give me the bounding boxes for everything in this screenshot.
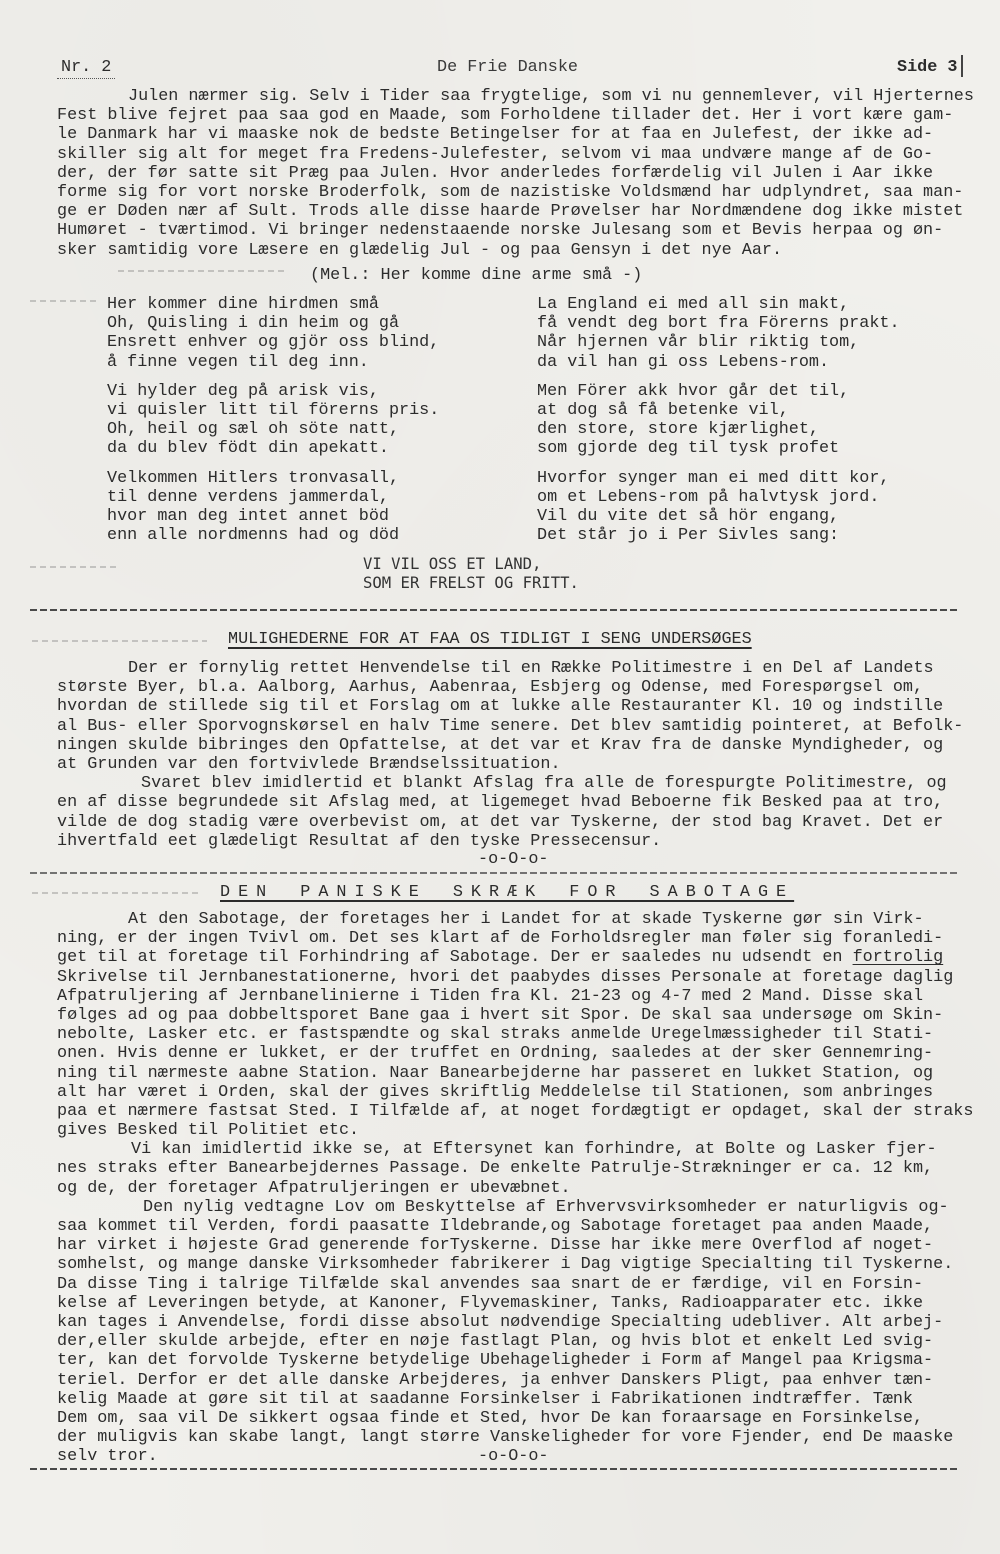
poem-line: å finne vegen til deg inn. [107, 352, 369, 372]
dashed-rule [30, 609, 960, 611]
poem-line: Vil du vite det så hör engang, [537, 506, 840, 526]
article-line: kan tages i Anvendelse, fordi disse absolut nødvendige Specialting udebliver. Alt arbej- [57, 1312, 944, 1332]
article-line: vilde de dog stadig være overbevist om, at det var Tyskerne, der stod bag Kravet. Det er [57, 812, 944, 832]
article-line: har virket i højeste Grad generende forTyskerne. Disse har ikke mere Overflod af noget- [57, 1236, 934, 1256]
poem-stanza [537, 382, 900, 459]
intro-line: sker samtidig vore Læsere en glædelig Jul - og paa Gensyn i det nye Aar. [57, 240, 783, 260]
poem-line: Hvorfor synger man ei med ditt kor, [537, 468, 890, 488]
intro-line: ge er Døden nær af Sult. Trods alle disse haarde Prøvelser har Nordmændene dog ikke mistet [57, 202, 964, 222]
ghost-dash-mark [32, 892, 202, 894]
article-line: somhelst, og mange danske Virksomheder fabrikerer i Dag vigtige Specialting til Tyskerne. [57, 1255, 954, 1275]
article-line: ihvertfald eet glædeligt Resultat af den tyske Pressecensur. [57, 831, 662, 851]
poem-line: Når hjernen vår blir riktig tom, [537, 333, 860, 353]
poem-line: da vil han gi oss Lebens-rom. [537, 352, 830, 372]
article-line: ter, kan det forvolde Tyskerne betydelige Ubehageligheder i Form af Mangel paa Krigsma- [57, 1351, 934, 1371]
section-separator: -o-O-o- [478, 1447, 549, 1466]
intro-text [57, 87, 974, 260]
section-heading: DEN PANISKE SKRÆK FOR SABOTAGE [220, 883, 795, 902]
article-paragraph [57, 910, 973, 1140]
intro-line: der, der før satte sit Præg paa Julen. Hvor anderledes forfærdelig vil Julen i Aar ikke [57, 163, 934, 183]
article-line: ningen skulde bibringes den Opfattelse, at det var et Krav fra de danske Myndigheder, og [57, 735, 944, 755]
poem-line: Men Förer akk hvor går det til, [537, 381, 850, 401]
poem-line: La England ei med all sin makt, [537, 295, 850, 314]
article-line: kelig Maade at gøre sit til at saadanne Forsinkelser i Fabrikationen indtræffer. Tænk [57, 1389, 913, 1409]
article-line: gives Besked til Politiet etc. [57, 1121, 360, 1141]
dashed-rule [30, 1468, 960, 1470]
melody-note: (Mel.: Her komme dine arme små -) [310, 266, 643, 285]
article-paragraph [57, 659, 963, 774]
intro-line: Julen nærmer sig. Selv i Tider saa frygtelige, som vi nu gennemlever, vil Hjerternes [128, 87, 974, 106]
line-text: get til at foretage til Forhindring af Sabotage. Der er saaledes nu udsendt en [57, 948, 853, 968]
article-paragraph [57, 774, 963, 851]
newspaper-title: De Frie Danske [437, 58, 578, 77]
article-line: saa kommet til Verden, fordi paasatte Ildebrande,og Sabotage foretaget paa anden Maade, [57, 1217, 934, 1236]
article-line: der,eller skulde arbejde, efter en nøje fastlagt Plan, og hvis blot et enkelt Led svig- [57, 1332, 934, 1352]
intro-line: le Danmark har vi maaske nok de bedste Betingelser for at faa en Julefest, der ikke ad- [57, 125, 934, 145]
article-paragraph [57, 1198, 973, 1467]
poem-line: hvor man deg intet annet böd [107, 506, 389, 526]
article-line: Skrivelse til Jernbanestationerne, hvori det paabydes disses Personale at foretage daglig [57, 967, 954, 987]
poem-line: Oh, Quisling i din heim og gå [107, 314, 400, 334]
article-line: at Grunden var den fortvivlede Brændselssituation. [57, 754, 561, 774]
article-line: At den Sabotage, der foretages her i Landet for at skade Tyskerne gør sin Virk- [128, 910, 924, 929]
article-sabotage [57, 910, 973, 1466]
poem-line: Her kommer dine hirdmen små [107, 295, 379, 314]
refrain-line: SOM ER FRELST OG FRITT. [363, 574, 579, 593]
intro-paragraph [57, 87, 974, 260]
article-line: selv tror. [57, 1447, 158, 1467]
article-line: en af disse begrundede sit Afslag med, at ligemeget hvad Beboerne fik Besked paa at tro, [57, 793, 944, 813]
poem-stanza [107, 295, 439, 372]
poem-stanza [107, 469, 439, 546]
section-heading: MULIGHEDERNE FOR AT FAA OS TIDLIGT I SENG UNDERSØGES [228, 630, 752, 649]
underlined-word: fortrolig [852, 948, 944, 968]
poem-line: enn alle nordmenns had og död [107, 526, 400, 546]
ghost-dash-mark [118, 270, 288, 272]
dashed-rule [30, 872, 960, 874]
section-separator: -o-O-o- [478, 850, 549, 869]
poem-line: Det står jo i Per Sivles sang: [537, 526, 840, 546]
article-line [57, 948, 973, 967]
poem-line: da du blev födt din apekatt. [107, 439, 389, 459]
article-bedtime [57, 659, 963, 851]
poem-line: til denne verdens jammerdal, [107, 487, 389, 507]
poem-line: få vendt deg bort fra Förerns prakt. [537, 314, 900, 334]
article-line: Dem om, saa vil De sikkert ogsaa finde et Sted, hvor De kan foraarsage en Forsinkelse, [57, 1408, 924, 1428]
article-line: Da disse Ting i talrige Tilfælde skal anvendes saa snart de er færdige, vil en Forsin- [57, 1274, 924, 1294]
article-line: følges ad og paa dobbeltsporet Bane gaa i hvert sit Spor. De skal saa undersøge om Skin- [57, 1005, 944, 1025]
article-line: alt har været i Orden, skal der gives skriftlig Meddelelse til Stationen, som anbringes [57, 1082, 934, 1102]
article-line: al Bus- eller Sporvognskørsel en halv Time senere. Det blev samtidig pointeret, at Befolk- [57, 716, 964, 736]
article-paragraph [57, 1140, 973, 1198]
issue-number: Nr. 2 [57, 58, 115, 79]
article-line: største Byer, bl.a. Aalborg, Aarhus, Aabenraa, Esbjerg og Odense, med Forespørgsel om, [57, 678, 924, 698]
ghost-dash-mark [32, 640, 207, 642]
poem-line: som gjorde deg til tysk profet [537, 439, 840, 459]
poem-line: Oh, heil og sæl oh söte natt, [107, 420, 400, 440]
page-header [0, 58, 1000, 78]
ghost-dash-mark [30, 300, 100, 302]
poem-stanza [537, 295, 900, 372]
article-line: teriel. Derfor er det alle danske Arbejderes, ja enhver Danskers Pligt, paa enhver tæn- [57, 1370, 934, 1390]
margin-bar-mark [961, 55, 963, 77]
refrain-line: VI VIL OSS ET LAND, [363, 555, 542, 573]
article-line: onen. Hvis denne er lukket, er der truffet en Ordning, saaledes at der sker Gennemring- [57, 1044, 934, 1064]
poem-right-column [537, 295, 900, 555]
intro-line: Fest blive fejret paa saa god en Maade, som Forholdene tillader det. Her i vort kære gam- [57, 106, 954, 126]
page-number: Side 3 [897, 58, 958, 77]
article-line: nebolte, Lasker etc. er fastspændte og skal straks anmelde Uregelmæssigheder til Stati- [57, 1025, 934, 1045]
poem-stanza [537, 469, 900, 546]
poem-line: vi quisler litt til förerns pris. [107, 400, 440, 420]
article-line: hvordan de stillede sig til et Forslag om at lukke alle Restauranter Kl. 10 og indstille [57, 697, 944, 717]
intro-line: forme sig for vort norske Broderfolk, som de nazistiske Voldsmænd har udplyndret, saa man- [57, 182, 964, 202]
poem-line: at dog så få betenke vil, [537, 400, 789, 420]
poem-line: Velkommen Hitlers tronvasall, [107, 468, 400, 488]
article-line: Der er fornylig rettet Henvendelse til en Række Politimestre i en Del af Landets [128, 659, 934, 678]
article-line: ning til nærmeste aabne Station. Naar Banearbejderne har passeret en lukket Station, og [57, 1063, 934, 1083]
poem-stanza [107, 382, 439, 459]
article-line: og de, der foretager Afpatruljeringen er ubevæbnet. [57, 1178, 571, 1198]
poem-line: om et Lebens-rom på halvtysk jord. [537, 487, 880, 507]
article-line: kelse af Leveringen betyde, at Kanoner, Flyvemaskiner, Tanks, Radioapparater etc. ikke [57, 1293, 924, 1313]
poem-left-column [107, 295, 439, 555]
article-line: Svaret blev imidlertid et blankt Afslag fra alle de forespurgte Politimestre, og [141, 774, 947, 794]
article-line: Vi kan imidlertid ikke se, at Eftersynet kan forhindre, at Bolte og Lasker fjer- [131, 1140, 937, 1160]
article-line: Afpatruljering af Jernbanelinierne i Tiden fra Kl. 21-23 og 4-7 med 2 Mand. Disse skal [57, 986, 924, 1006]
poem-refrain [363, 555, 579, 593]
ghost-dash-mark [30, 566, 120, 568]
intro-line: skiller sig alt for meget fra Fredens-Julefester, selvom vi maa undvære mange af de Go- [57, 144, 934, 164]
article-line: nes straks efter Banearbejdernes Passage. De enkelte Patrulje-Strækninger er ca. 12 km, [57, 1159, 934, 1179]
article-line: Den nylig vedtagne Lov om Beskyttelse af Erhvervsvirksomheder er naturligvis og- [143, 1197, 949, 1217]
poem-line: den store, store kjærlighet, [537, 420, 819, 440]
article-line: ning, er der ingen Tvivl om. Det ses klart af de Forholdsregler man føler sig foranledi- [57, 929, 944, 949]
article-line: paa et nærmere fastsat Sted. I Tilfælde af, at noget fordægtigt er opdaget, skal der straks [57, 1101, 974, 1121]
article-line: der muligvis kan skabe langt, langt større Vanskeligheder for vore Fjender, end De maaske [57, 1428, 954, 1448]
intro-line: Humøret - tværtimod. Vi bringer nedenstaaende norske Julesang som et Bevis herpaa og øn- [57, 221, 944, 241]
poem-line: Vi hylder deg på arisk vis, [107, 381, 379, 401]
poem-line: Ensrett enhver og gjör oss blind, [107, 333, 440, 353]
